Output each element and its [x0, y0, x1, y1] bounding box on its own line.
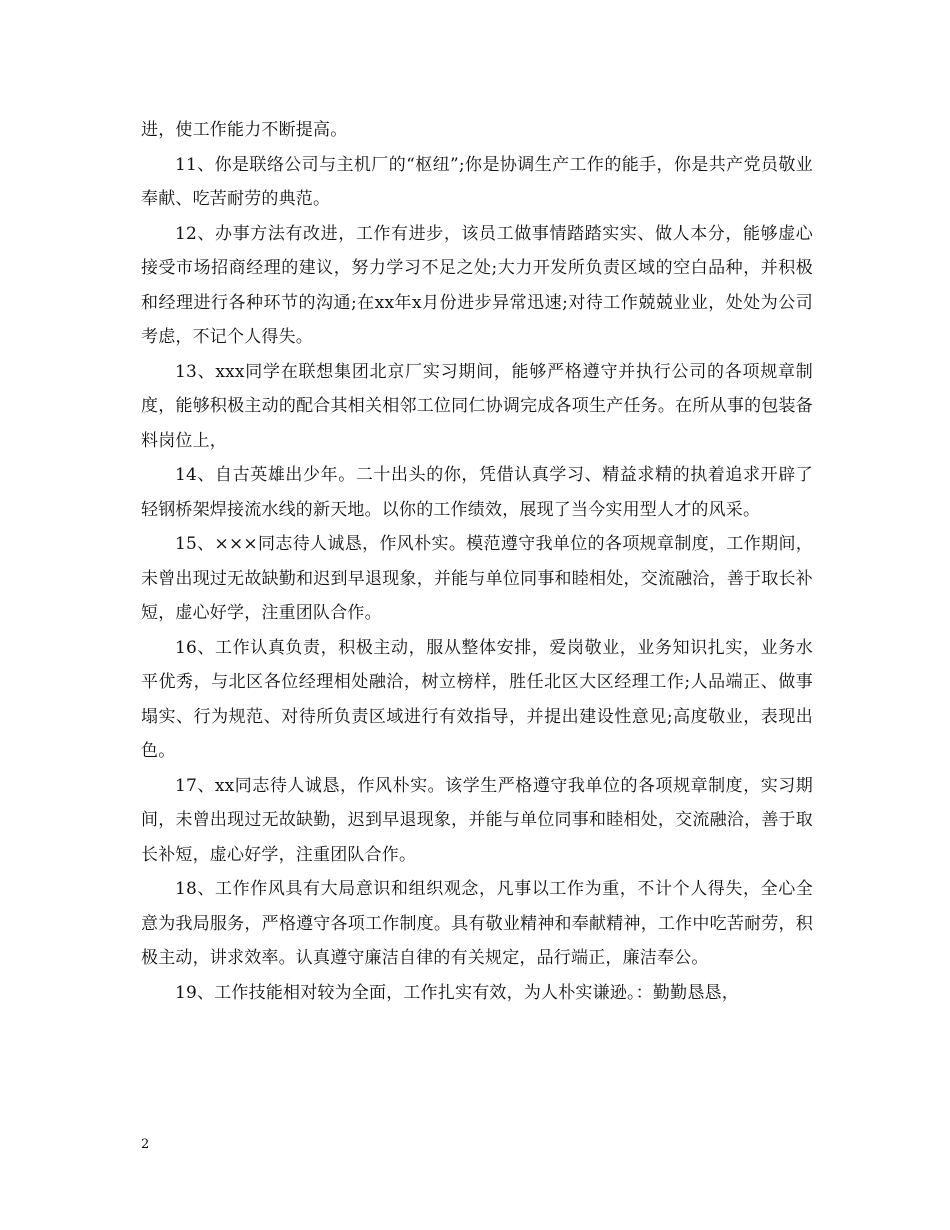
paragraph-item-16: 16、工作认真负责，积极主动，服从整体安排，爱岗敬业，业务知识扎实，业务水平优秀，与北区各位经理相处融洽，树立榜样，胜任北区大区经理工作;人品端正、做事塌实、行为规范、对待所负责区域进行有效指导，并提出建设性意见;高度敬业，表现出色。 [141, 637, 813, 761]
paragraph-item-14: 14、自古英雄出少年。二十出头的你，凭借认真学习、精益求精的执着追求开辟了轻钢桥架焊接流水线的新天地。以你的工作绩效，展现了当今实用型人才的风采。 [141, 465, 813, 520]
paragraph-item-13: 13、xxx同学在联想集团北京厂实习期间，能够严格遵守并执行公司的各项规章制度，能够积极主动的配合其相关相邻工位同仁协调完成各项生产任务。在所从事的包装备料岗位上， [141, 361, 813, 451]
paragraph-item-15: 15、×××同志待人诚恳，作风朴实。模范遵守我单位的各项规章制度，工作期间，未曾出现过无故缺勤和迟到早退现象，并能与单位同事和睦相处，交流融洽，善于取长补短，虚心好学，注重团队合作。 [141, 534, 813, 623]
page-number: 2 [141, 1137, 150, 1152]
paragraph-item-18: 18、工作作风具有大局意识和组织观念，凡事以工作为重，不计个人得失，全心全意为我局服务，严格遵守各项工作制度。具有敬业精神和奉献精神，工作中吃苦耐劳，积极主动，讲求效率。认真遵守廉洁自律的有关规定，品行端正，廉洁奉公。 [141, 879, 813, 968]
document-body [141, 113, 813, 1010]
paragraph-continuation: 进，使工作能力不断提高。 [141, 120, 348, 140]
paragraph-item-12: 12、办事方法有改进，工作有进步，该员工做事情踏踏实实、做人本分，能够虚心接受市场招商经理的建议，努力学习不足之处;大力开发所负责区域的空白品种，并积极和经理进行各种环节的沟通;在xx年x月份进步异常迅速;对待工作兢兢业业，处处为公司考虑，不记个人得失。 [141, 223, 813, 347]
paragraph-item-17: 17、xx同志待人诚恳，作风朴实。该学生严格遵守我单位的各项规章制度，实习期间，未曾出现过无故缺勤，迟到早退现象，并能与单位同事和睦相处，交流融洽，善于取长补短，虚心好学，注重团队合作。 [141, 775, 813, 865]
paragraph-item-11: 11、你是联络公司与主机厂的“枢纽”;你是协调生产工作的能手，你是共产党员敬业奉献、吃苦耐劳的典范。 [141, 154, 813, 209]
paragraph-item-19: 19、工作技能相对较为全面，工作扎实有效，为人朴实谦逊。：勤勤恳恳， [175, 982, 739, 1003]
